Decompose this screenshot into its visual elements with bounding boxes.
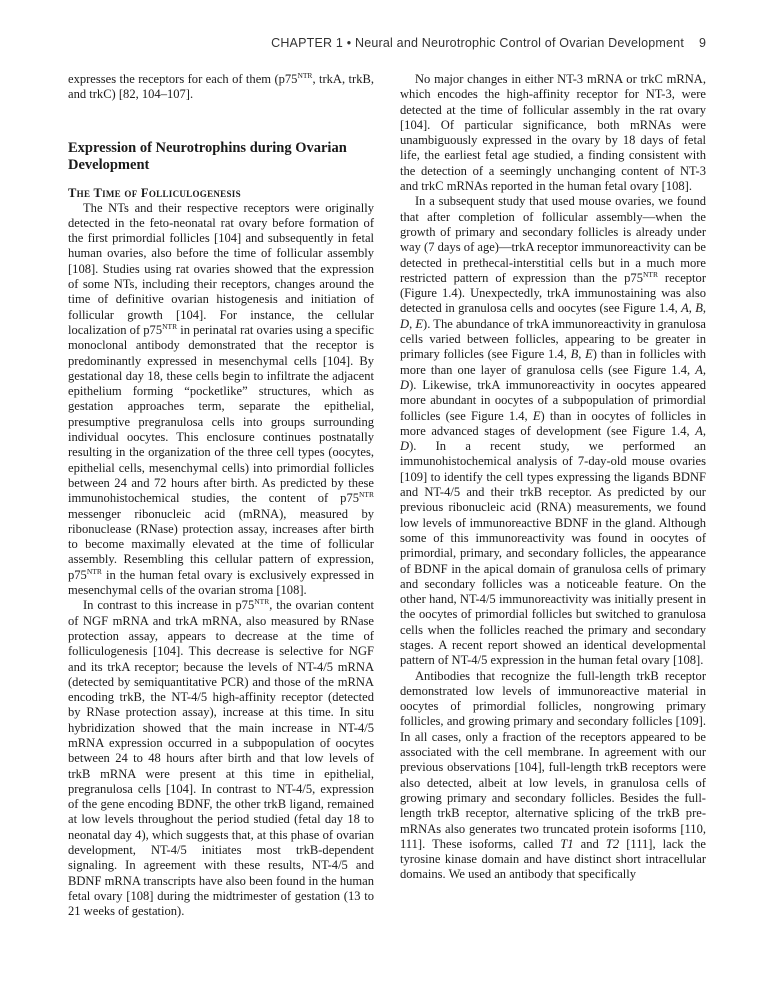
running-header bbox=[0, 34, 772, 54]
superscript: NTR bbox=[162, 321, 178, 331]
paragraph: No major changes in either NT-3 mRNA or trkC mRNA, which encodes the high-affinity receptor for NT-3, were detected at the time of follicular assembly in the rat ovary [104]. Of particular significance, both mRNAs were unambiguously expressed in the ovary by 18 days of fetal life, the earliest fetal age studied, a finding consistent with the detection of a seemingly unchanging content of NT-3 and trkC mRNAs reported in the human fetal ovary [108]. bbox=[400, 72, 706, 194]
superscript: NTR bbox=[86, 566, 102, 576]
page-number: 9 bbox=[699, 36, 706, 50]
paragraph: expresses the receptors for each of them ($p75^{NTR}$, trkA, trkB, and trkC) [82, 104–107]. bbox=[68, 71, 374, 102]
italic-label: E bbox=[415, 316, 424, 331]
italic-label: D bbox=[400, 439, 410, 454]
italic-label: A bbox=[695, 362, 703, 377]
superscript: NTR bbox=[359, 490, 374, 500]
section-heading: Expression of Neurotrophins during Ovarian Development bbox=[68, 139, 347, 173]
italic-label: A bbox=[695, 423, 703, 438]
italic-label: D bbox=[400, 316, 410, 331]
superscript: NTR bbox=[297, 71, 313, 80]
paragraph: In a subsequent study that used mouse ovaries, we found that after completion of follicular assembly—when the growth of primary and secondary follicles is already under way (7 days of age)—trkA receptor immunoreactivity can be detected in prethecal-interstitial cells but in a much more restricted pattern of expression than the $p75^{NTR}$ receptor (Figure 1.4). Unexpectedly, trkA immunostaining was also detected in granulosa cells and oocytes (see Figure 1.4, A, B, D, E). The abundance of trkA immunoreactivity in granulosa cells varied between follicles, appearing to be greater in primary follicles (see Figure 1.4, B, E) than in follicles with more than one layer of granulosa cells (see Figure 1.4, A, D). Likewise, trkA immunoreactivity in oocytes appeared more abundant in oocytes of a subpopulation of primordial follicles (see Figure 1.4, E) than in oocytes of follicles in more advanced stages of development (see Figure 1.4, A, D). In a recent study, we performed an immunohistochemical analysis of 7-day-old mouse ovaries [109] to identify the cell types expressing the ligands BDNF and NT-4/5 and their trkB receptor. As predicted by our previous ribonucleic acid (RNA) measurements, we found low levels of immunoreactive BDNF in the gland. Although some of this immunoreactivity was found in oocytes of primordial, primary, and secondary follicles, the appearance of BDNF in the apical domain of granulosa cells of primary and secondary follicles was a noticeable feature. On the other hand, NT-4/5 immunoreactivity was initially present in the oocytes of primordial follicles but switched to granulosa cells when the follicles reached the primary and secondary stages. A recent report showed an identical developmental pattern of NT-4/5 expression in the human fetal ovary [108]. bbox=[400, 194, 706, 668]
paragraph: Antibodies that recognize the full-length trkB receptor demonstrated low levels of immunoreactive material in oocytes of primordial follicles, nongrowing primary follicles, and growing primary and secondary follicles [109]. In all cases, only a fraction of the receptors appeared to be associated with the cell membrane. In agreement with our previous observations [104], full-length trkB receptors were also detected, albeit at low levels, in granulosa cells of growing primary and secondary follicles. Besides the full-length trkB receptor, alternative splicing of the trkB pre-mRNAs also generates two truncated protein isoforms [110, 111]. These isoforms, called T1 and T2 [111], lack the tyrosine kinase domain and have distinct short intracellular domains. We used an antibody that specifically bbox=[400, 668, 706, 882]
italic-label: D bbox=[400, 377, 410, 392]
italic-label: T2 bbox=[605, 836, 620, 851]
italic-label: A bbox=[681, 301, 689, 316]
subsection-heading: The Time of Folliculogenesis bbox=[68, 185, 241, 200]
italic-label: E bbox=[532, 408, 541, 423]
right-column bbox=[400, 72, 706, 883]
italic-label: E bbox=[585, 347, 593, 362]
paragraph: In contrast to this increase in $p75^{NTR}$, the ovarian content of NGF mRNA and trkA mRNA, also measured by RNase protection assay, appears to decrease at the time of folliculogenesis [104]. This decrease is selective for NGF and its trkA receptor; because the levels of NT-4/5 mRNA (detected by semiquantitative PCR) and those of the mRNA encoding trkB, the NT-4/5 high-affinity receptor (detected by RNase protection assay), increase at this time. In situ hybridization showed that the main increase in NT-4/5 mRNA expression occurred in a subpopulation of oocytes between 24 to 48 hours after birth and that low levels of trkB mRNA were present at this time in epithelial, pregranulosa cells [104]. In contrast to NT-4/5, expression of the gene encoding BDNF, the other trkB ligand, remained at low levels throughout the period studied (fetal day 18 to neonatal day 4), which suggests that, at this phase of ovarian development, NT-4/5 initiates most trkB-dependent signaling. In agreement with these results, NT-4/5 and BDNF mRNA transcripts have also been found in the human fetal ovary [108] during the midtrimester of gestation (13 to 21 weeks of gestation). bbox=[68, 597, 374, 919]
superscript: NTR bbox=[642, 269, 658, 279]
paragraph: The NTs and their respective receptors were originally detected in the feto-neonatal rat ovary before formation of the first primordial follicles [104] and subsequently in fetal human ovaries, also before the time of follicular assembly [108]. Studies using rat ovaries showed that the expression of some NTs, including their receptors, changes around the time of definitive ovarian histogenesis and initiation of follicular growth [104]. For instance, the cellular localization of $p75^{NTR}$ in perinatal rat ovaries using a specific monoclonal antibody demonstrated that the receptor is predominantly expressed in mesenchymal cells [104]. By gestational day 18, these cells begin to infiltrate the adjacent epithelium forming “pocketlike” structures, which as gestation approaches term, separate the epithelial, presumptive pregranulosa cells into groups surrounding individual oocytes. This enclosure continues postnatally resulting in the organization of the three cell types (oocytes, epithelial cells, mesenchymal cells) into primordial follicles between 24 and 72 hours after birth. As predicted by these immunohistochemical studies, the content of $p75^{NTR}$ messenger ribonucleic acid (mRNA), measured by ribonuclease (RNase) protection assay, increases after birth to become maximally elevated at the time of follicular assembly. Resembling this cellular pattern of expression, $p75^{NTR}$ in the human fetal ovary is exclusively expressed in mesenchymal cells of the ovarian stroma [108]. bbox=[68, 200, 374, 598]
running-head: CHAPTER 1 • Neural and Neurotrophic Control of Ovarian Development bbox=[271, 36, 684, 50]
superscript: NTR bbox=[254, 597, 270, 607]
italic-label: B bbox=[570, 347, 579, 362]
italic-label: T1 bbox=[560, 836, 574, 851]
italic-label: B bbox=[695, 301, 703, 316]
left-column bbox=[68, 72, 374, 920]
